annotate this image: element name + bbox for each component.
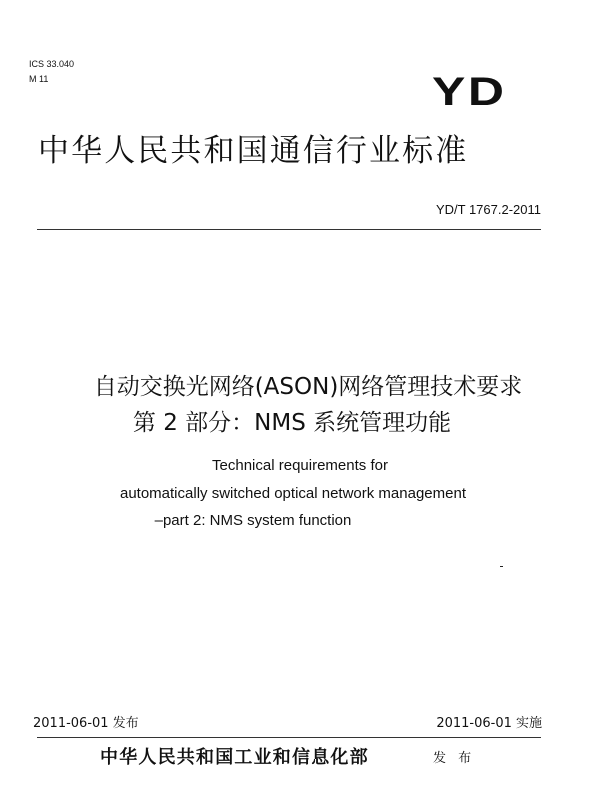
implementation-date: 2011-06-01 实施 — [436, 716, 542, 731]
chinese-title-line-1: 自动交换光网络(ASON)网络管理技术要求 — [93, 374, 523, 400]
publisher-name: 中华人民共和国工业和信息化部 — [100, 747, 369, 768]
standard-title: 中华人民共和国通信行业标准 — [38, 133, 469, 169]
scan-mark — [500, 566, 503, 567]
standard-number: YD/T 1767.2-2011 — [435, 202, 541, 217]
english-title-line-2: automatically switched optical network management — [119, 485, 466, 502]
ics-code: ICS 33.040 — [29, 59, 75, 69]
english-title-line-1: Technical requirements for — [212, 457, 388, 474]
issue-date: 2011-06-01 发布 — [33, 716, 139, 731]
category-code: M 11 — [29, 74, 49, 84]
top-divider — [37, 229, 541, 230]
yd-logo: YD — [432, 70, 507, 114]
chinese-title-line-2: 第 2 部分：NMS 系统管理功能 — [132, 410, 452, 436]
publish-label: 发 布 — [433, 751, 476, 766]
bottom-divider — [37, 737, 541, 738]
english-title-line-3: –part 2: NMS system function — [154, 512, 352, 529]
